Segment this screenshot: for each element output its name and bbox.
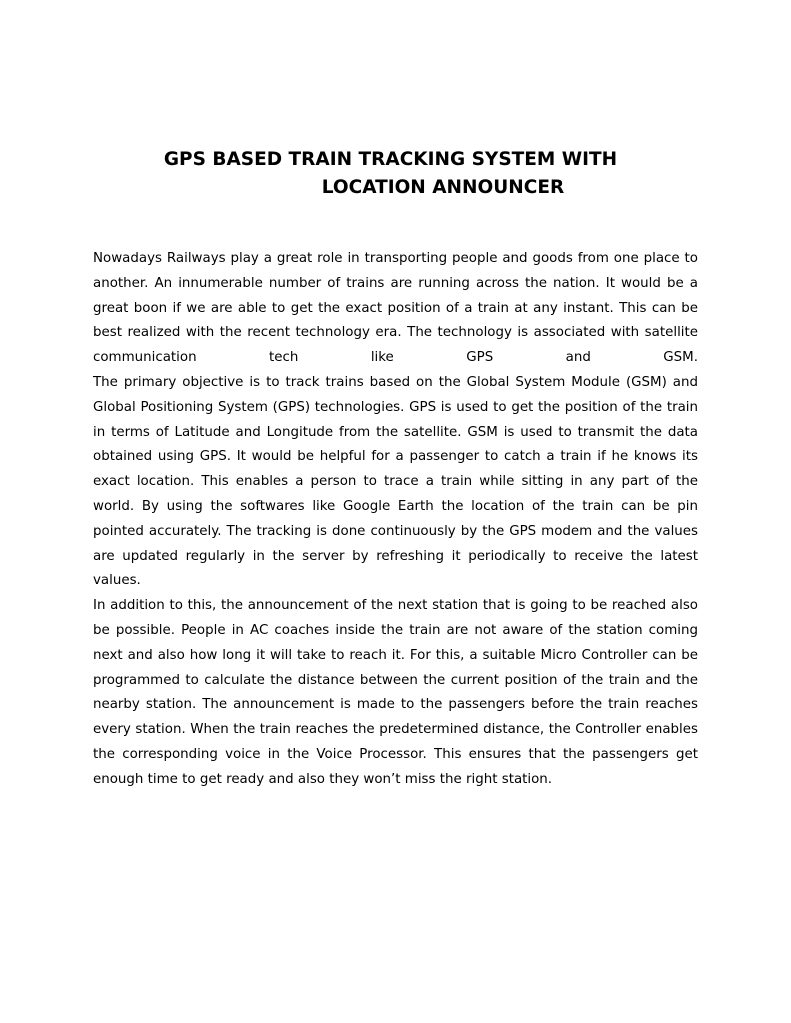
paragraph-objective: The primary objective is to track trains based on the Global System Module (GSM) and Global Positioning System (GPS) technologies. GPS is used to get the position of the train in terms of Latitude and Longitude from the satellite. GSM is used to transmit the data obtained using GPS. It would be helpful for a passenger to catch a train if he knows its exact location. This enables a person to trace a train while sitting in any part of the world. By using the softwares like Google Earth the location of the train can be pin pointed accurately. The tracking is done continuously by the GPS modem and the values are updated regularly in the server by refreshing it periodically to receive the latest values. [93,374,698,589]
document-body [93,247,698,793]
paragraph-announcement: In addition to this, the announcement of the next station that is going to be reached also be possible. People in AC coaches inside the train are not aware of the station coming next and also how long it will take to reach it. For this, a suitable Micro Controller can be programmed to calculate the distance between the current position of the train and the nearby station. The announcement is made to the passengers before the train reaches every station. When the train reaches the predetermined distance, the Controller enables the corresponding voice in the Voice Processor. This ensures that the passengers get enough time to get ready and also they won’t miss the right station. [93,598,698,787]
document-title [93,146,698,202]
title-line-2: LOCATION ANNOUNCER [321,177,565,198]
paragraph-intro: Nowadays Railways play a great role in transporting people and goods from one place to another. An innumerable number of trains are running across the nation. It would be a great boon if we are able to get the exact position of a train at any instant. This can be best realized with the recent technology era. The technology is associated with satellite communication tech like GPS and GSM. [93,251,698,366]
title-line-1: GPS BASED TRAIN TRACKING SYSTEM WITH [163,149,618,170]
